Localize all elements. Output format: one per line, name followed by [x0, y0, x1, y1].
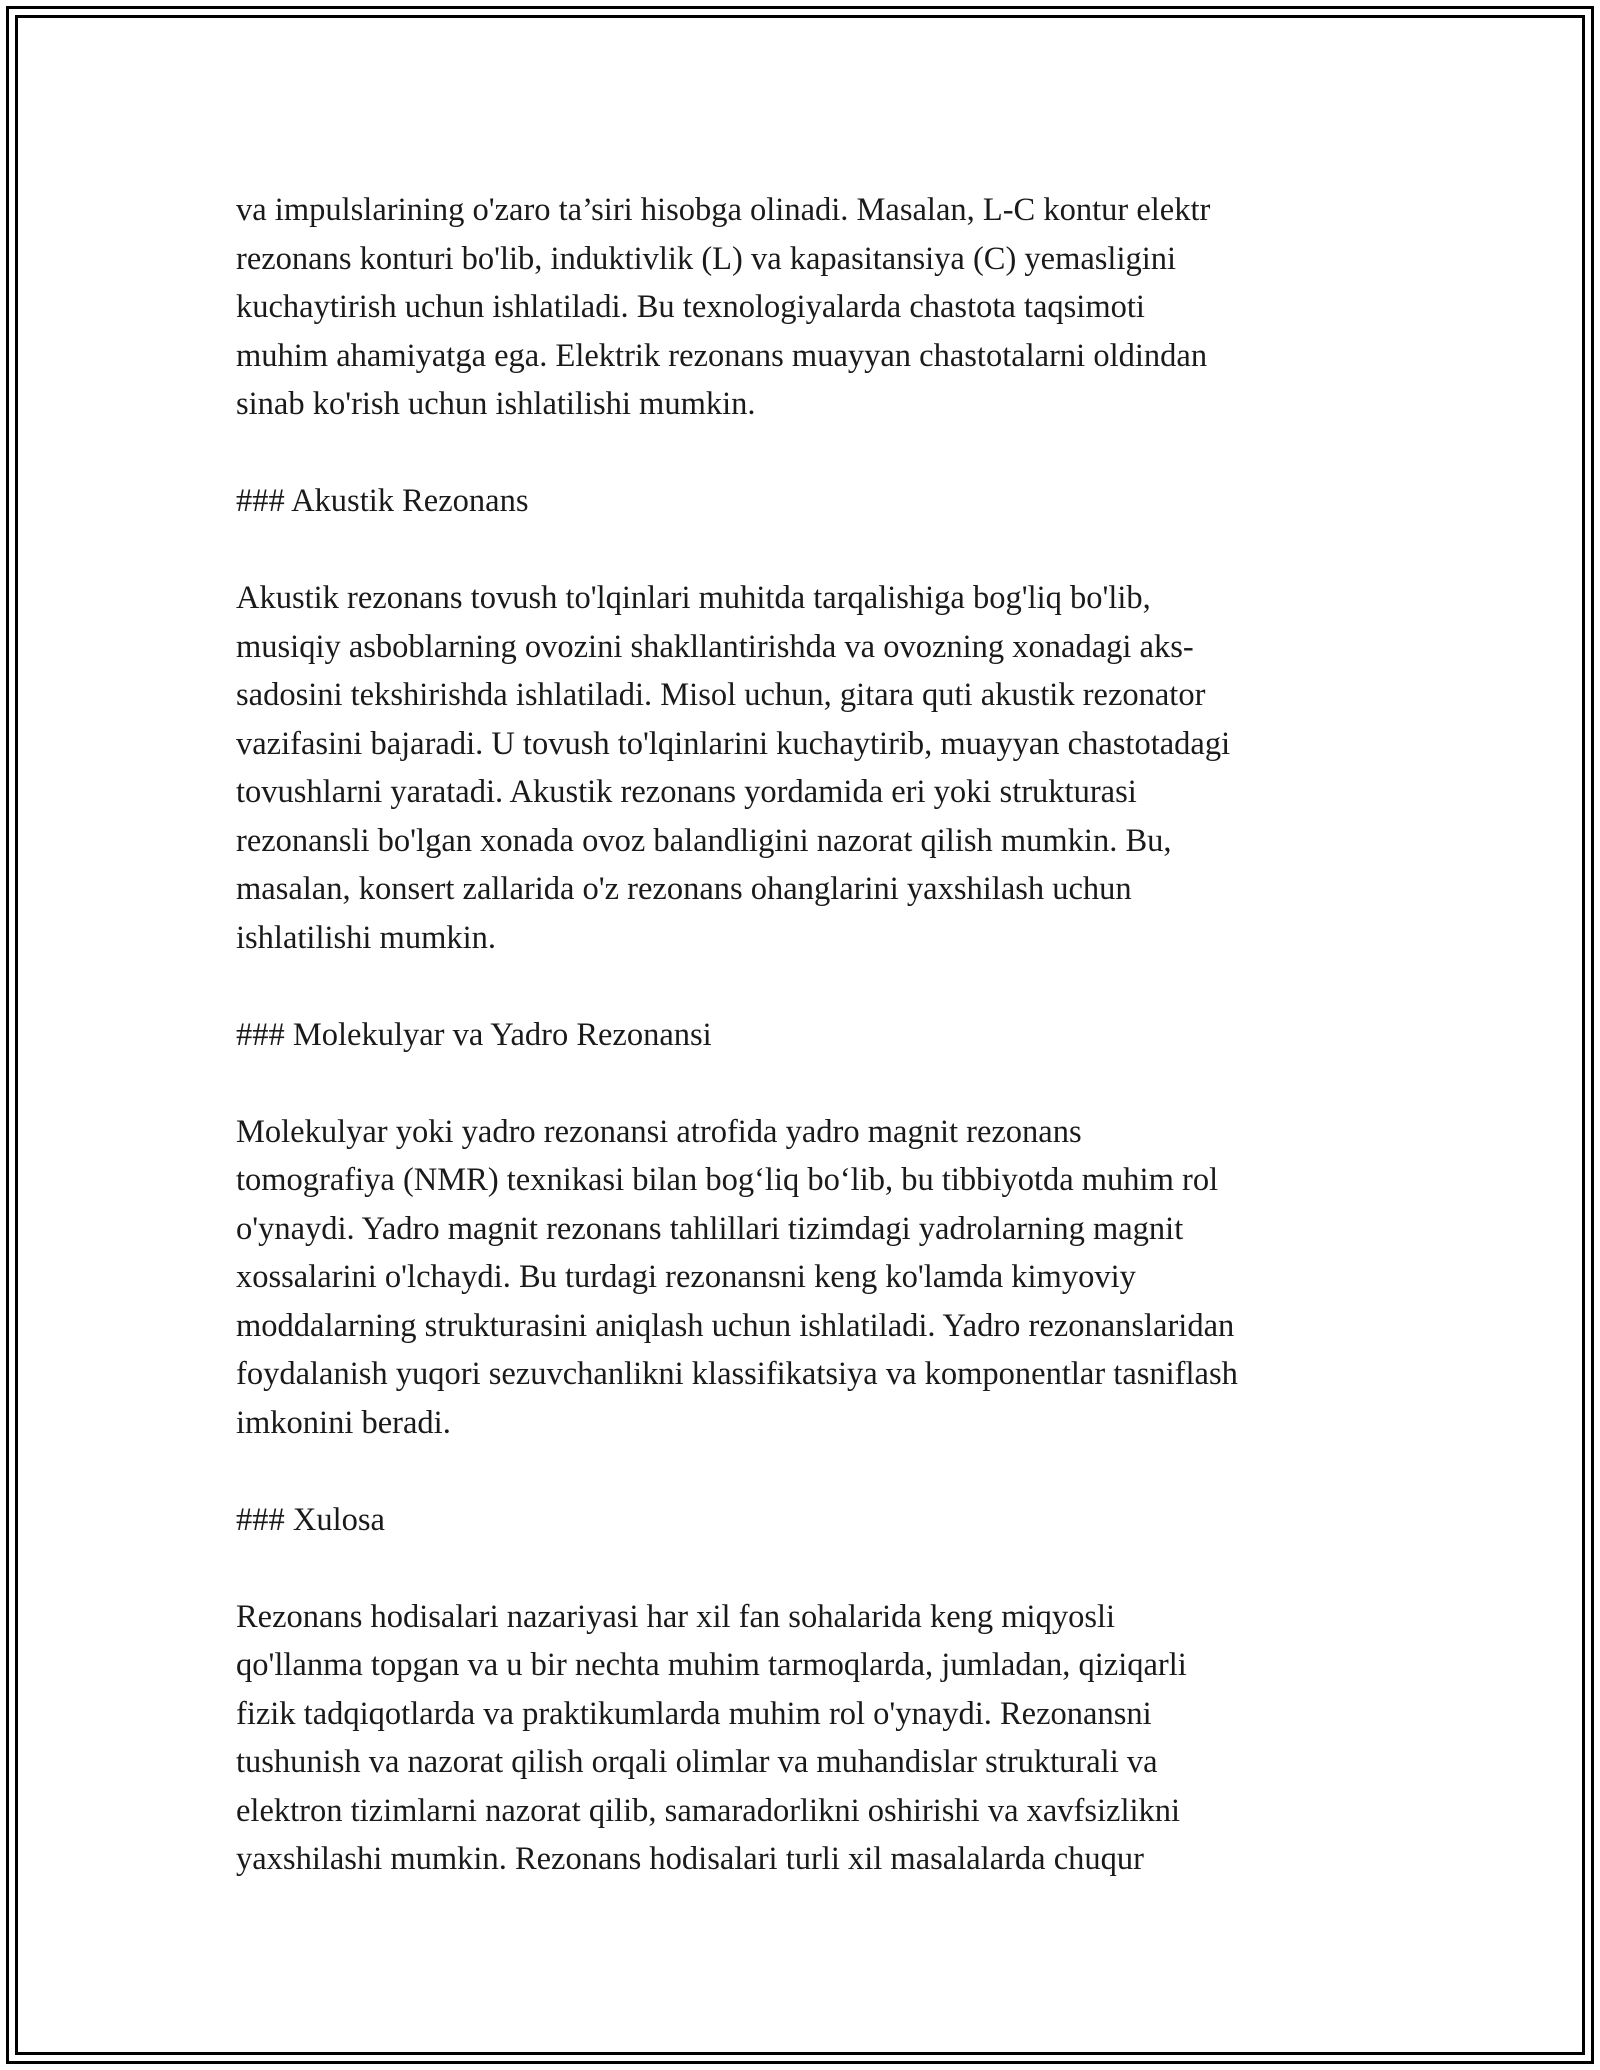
paragraph-elektr-rezonans: va impulslarining o'zaro ta’siri hisobga olinadi. Masalan, L-C kontur elektr rezonans konturi bo'lib, induktivlik (L) va kapasitansiya (C) yemasligini kuchaytirish uchun ishlatiladi. Bu texnologiyalarda chastota taqsimoti muhim ahamiyatga ega. Elektrik rezonans muayyan chastotalarni oldindan sinab ko'rish uchun ishlatilishi mumkin.	[236, 192, 1211, 422]
heading-molekulyar-yadro: ### Molekulyar va Yadro Rezonansi	[236, 1016, 712, 1053]
paragraph-molekulyar-yadro: Molekulyar yoki yadro rezonansi atrofida yadro magnit rezonans tomografiya (NMR) texnikasi bilan bog‘liq bo‘lib, bu tibbiyotda muhim rol o'ynaydi. Yadro magnit rezonans tahlillari tizimdagi yadrolarning magnit xossalarini o'lchaydi. Bu turdagi rezonansni keng ko'lamda kimyoviy moddalarning strukturasini aniqlash uchun ishlatiladi. Yadro rezonanslaridan foydalanish yuqori sezuvchanlikni klassifikatsiya va komponentlar tasniflash imkonini beradi.	[236, 1113, 1238, 1441]
paragraph-akustik-rezonans: Akustik rezonans tovush to'lqinlari muhitda tarqalishiga bog'liq bo'lib, musiqiy asboblarning ovozini shakllantirishda va ovozning xonadagi aks- sadosini tekshirishda ishlatiladi. Misol uchun, gitara quti akustik rezonator vazifasini bajaradi. U tovush to'lqinlarini kuchaytirib, muayyan chastotadagi tovushlarni yaratadi. Akustik rezonans yordamida eri yoki strukturasi rezonansli bo'lgan xonada ovoz balandligini nazorat qilish mumkin. Bu, masalan, konsert zallarida o'z rezonans ohanglarini yaxshilash uchun ishlatilishi mumkin.	[236, 580, 1231, 956]
document-body	[236, 186, 1376, 1884]
heading-akustik-rezonans: ### Akustik Rezonans	[236, 483, 529, 519]
heading-xulosa: ### Xulosa	[236, 1501, 385, 1538]
paragraph-xulosa: Rezonans hodisalari nazariyasi har xil fan sohalarida keng miqyosli qo'llanma topgan va u bir nechta muhim tarmoqlarda, jumladan, qiziqarli fizik tadqiqotlarda va praktikumlarda muhim rol o'ynaydi. Rezonansni tushunish va nazorat qilish orqali olimlar va muhandislar strukturali va elektron tizimlarni nazorat qilib, samaradorlikni oshirishi va xavfsizlikni yaxshilashi mumkin. Rezonans hodisalari turli xil masalalarda chuqur	[236, 1598, 1187, 1877]
